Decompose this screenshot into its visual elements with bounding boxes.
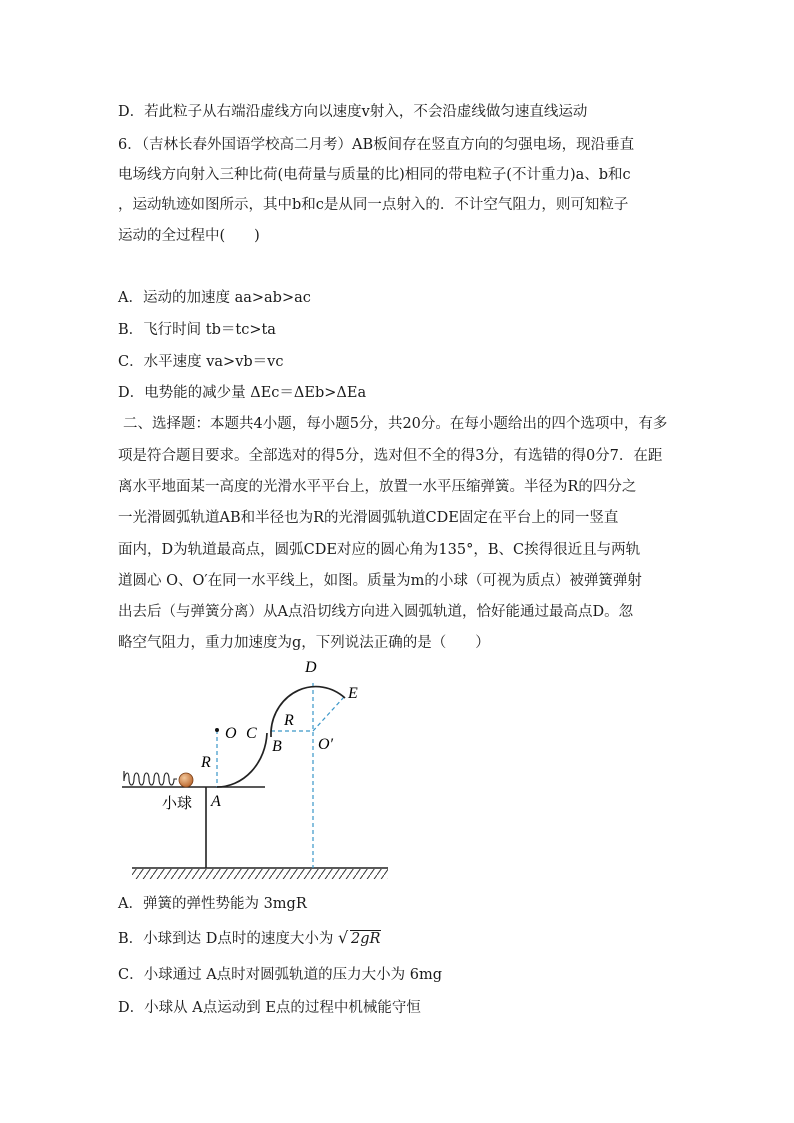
center-o-dot [215, 728, 219, 732]
q6-stem-line-1: 6．（吉林长春外国语学校高二月考）AB板间存在竖直方向的匀强电场，现沿垂直 [118, 137, 635, 153]
q7-stem-line-5: 出去后（与弹簧分离）从A点沿切线方向进入圆弧轨道，恰好能通过最高点D。忽 [118, 604, 634, 620]
q7-stem-line-1: 离水平地面某一高度的光滑水平平台上，放置一水平压缩弹簧。半径为R的四分之 [118, 479, 637, 495]
q6-option-c: C．水平速度 va>vb＝vc [118, 354, 284, 370]
label-b: B [272, 738, 282, 755]
q7-stem-line-3: 面内，D为轨道最高点，圆弧CDE对应的圆心角为135°，B、C挨得很近且与两轨 [118, 542, 641, 558]
q6-option-a: A．运动的加速度 aa>ab>ac [118, 290, 311, 306]
label-c: C [246, 725, 257, 742]
label-e: E [348, 685, 358, 702]
label-r-upper: R [284, 712, 294, 729]
q6-stem-line-2: 电场线方向射入三种比荷(电荷量与质量的比)相同的带电粒子(不计重力)a、b和c [118, 167, 631, 183]
radius-oprime-e-dashed [313, 697, 344, 731]
arc-cde [271, 687, 345, 737]
q7-option-b [118, 929, 381, 949]
label-a: A [211, 793, 221, 810]
q7-option-b-text: B．小球到达 D点时的速度大小为 [118, 931, 334, 947]
sqrt-2gr: √ 2gR [338, 928, 381, 947]
q7-option-a: A．弹簧的弹性势能为 3mgR [118, 896, 307, 912]
q6-option-b: B．飞行时间 tb＝tc>ta [118, 322, 276, 338]
q6-stem-line-4: 运动的全过程中( ) [118, 228, 260, 244]
label-oprime: O′ [318, 736, 334, 753]
label-small-ball: 小球 [162, 794, 193, 812]
q6-stem-line-3: ，运动轨迹如图所示，其中b和c是从同一点射入的．不计空气阻力，则可知粒子 [118, 197, 629, 213]
q7-stem-line-2: 一光滑圆弧轨道AB和半径也为R的光滑圆弧轨道CDE固定在平台上的同一竖直 [118, 510, 619, 526]
q7-stem-line-6: 略空气阻力，重力加速度为g，下列说法正确的是（ ） [118, 635, 490, 651]
track-diagram [118, 655, 398, 887]
q7-option-c: C．小球通过 A点时对圆弧轨道的压力大小为 6mg [118, 967, 443, 983]
q5-option-d: D．若此粒子从右端沿虚线方向以速度v射入，不会沿虚线做匀速直线运动 [118, 104, 588, 120]
section-2-line-2: 项是符合题目要求。全部选对的得5分，选对但不全的得3分，有选错的得0分7．在距 [118, 448, 663, 464]
q6-option-d: D．电势能的减少量 ΔEc＝ΔEb>ΔEa [118, 385, 367, 401]
sqrt-radicand: 2gR [351, 931, 381, 947]
ground-hatch [132, 869, 388, 879]
label-o: O [225, 725, 237, 742]
small-ball [179, 773, 193, 787]
label-d: D [305, 659, 317, 676]
section-2-line-1: 二、选择题：本题共4小题，每小题5分，共20分。在每小题给出的四个选项中，有多 [123, 416, 668, 432]
label-r-lower: R [201, 754, 211, 771]
q7-option-d: D．小球从 A点运动到 E点的过程中机械能守恒 [118, 1000, 421, 1016]
spring [124, 773, 177, 785]
q7-stem-line-4: 道圆心 O、O′在同一水平线上，如图。质量为m的小球（可视为质点）被弹簧弹射 [118, 573, 642, 589]
